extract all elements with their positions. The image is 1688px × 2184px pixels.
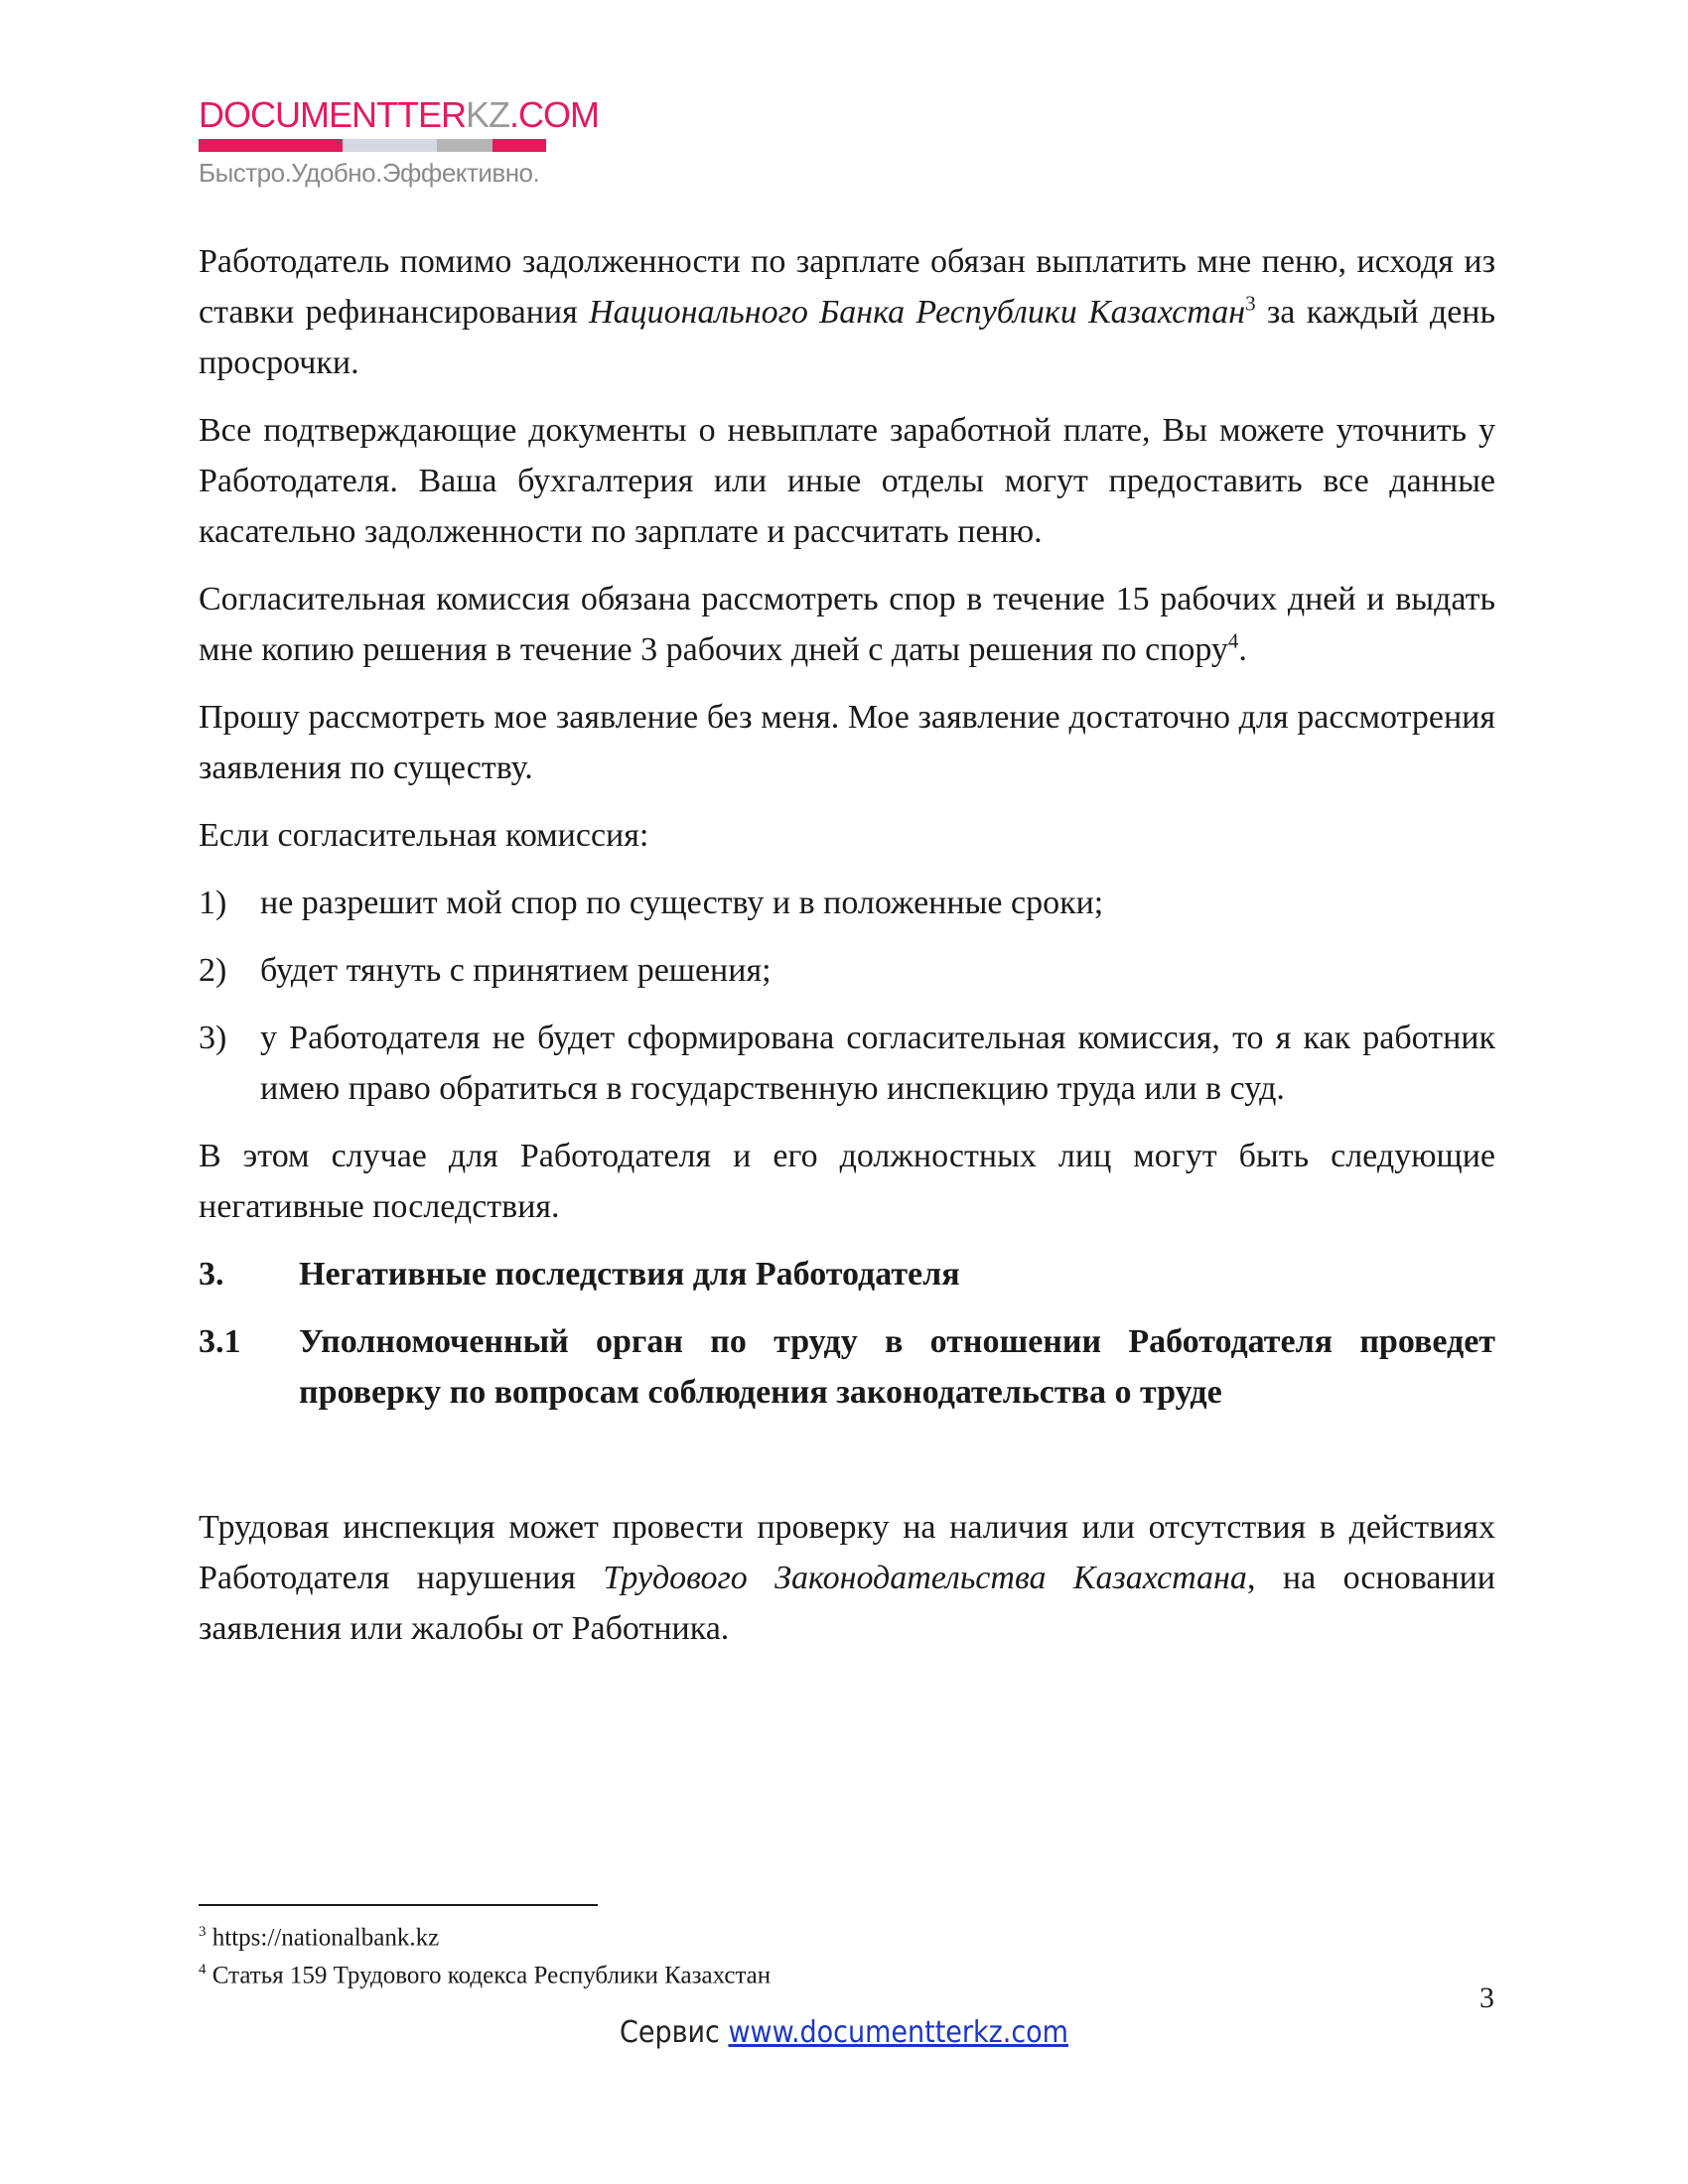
footnote-number: 3	[199, 1924, 207, 1940]
section-number: 3.	[199, 1256, 224, 1293]
footnote-3	[199, 1916, 1192, 1954]
footnote-separator	[199, 1904, 598, 1906]
logo-color-bars	[199, 139, 546, 152]
paragraph-penalty	[199, 236, 1495, 388]
section-number: 3.1	[199, 1323, 241, 1360]
list-number: 3)	[199, 1020, 227, 1056]
footnote-text: https://nationalbank.kz	[206, 1924, 440, 1952]
paragraph-documents: Все подтверждающие документы о невыплате заработной плате, Вы можете уточнить у Работодателя. Ваша бухгалтерия или иные отделы могут предоставить все данные касательно задолженности по зарплате и рассчитать пеню.	[199, 412, 1495, 550]
logo-part-documentter: DOCUMENTTER	[199, 94, 466, 135]
logo-part-com: .COM	[509, 94, 599, 135]
footnote-ref-3[interactable]: 3	[1245, 291, 1256, 316]
section-title: Негативные последствия для Работодателя	[299, 1256, 960, 1293]
text-span: .	[1238, 631, 1247, 668]
list-text: будет тянуть с принятием решения;	[260, 952, 772, 989]
list-item	[199, 945, 1495, 996]
footnotes	[199, 1916, 1192, 1992]
paragraph-request: Прошу рассмотреть мое заявление без меня. Мое заявление достаточно для рассмотрения заявления по существу.	[199, 699, 1495, 786]
paragraph-consequences: В этом случае для Работодателя и его должностных лиц могут быть следующие негативные последствия.	[199, 1138, 1495, 1225]
list-number: 1)	[199, 885, 227, 921]
footnote-text: Статья 159 Трудового кодекса Республики Казахстан	[206, 1962, 772, 1989]
paragraph-if-commission: Если согласительная комиссия:	[199, 817, 649, 854]
text-span: Трудовая инспекция может провести проверку на наличия или отсутствия в действиях Работодателя нарушения	[199, 1509, 1495, 1596]
list-item	[199, 1013, 1495, 1114]
service-link[interactable]: www.documentterkz.com	[728, 2015, 1068, 2050]
text-span: Работодатель помимо задолженности по зарплате обязан выплатить мне пеню, исходя из ставки рефинансирования	[199, 243, 1495, 331]
text-span: , на основании заявления или жалобы от Работника.	[199, 1560, 1495, 1647]
logo-bar	[492, 139, 546, 152]
list-number: 2)	[199, 952, 227, 989]
text-span: Согласительная комиссия обязана рассмотреть спор в течение 15 рабочих дней и выдать мне копию решения в течение 3 рабочих дней с даты решения по спору	[199, 581, 1495, 668]
brand-logo[interactable]	[199, 94, 599, 189]
document-body	[199, 236, 1495, 1671]
italic-span: Трудового Законодательства Казахстана	[603, 1560, 1247, 1596]
spacer	[199, 1434, 1495, 1502]
service-label: Сервис	[620, 2015, 729, 2050]
italic-span: Национального Банка Республики Казахстан	[589, 294, 1246, 331]
logo-bar	[343, 139, 437, 152]
paragraph-inspection	[199, 1502, 1495, 1654]
section-heading-3	[199, 1249, 1495, 1299]
section-heading-3-1	[199, 1316, 1495, 1418]
footnote-number: 4	[199, 1962, 207, 1979]
section-title: Уполномоченный орган по труду в отношении Работодателя проведет проверку по вопросам соблюдения законодательства о труде	[299, 1323, 1495, 1411]
logo-bar	[199, 139, 343, 152]
list-text: у Работодателя не будет сформирована согласительная комиссия, то я как работник имею право обратиться в государственную инспекцию труда или в суд.	[260, 1020, 1495, 1107]
logo-tagline: Быстро.Удобно.Эффективно.	[199, 158, 540, 188]
footnote-4	[199, 1954, 1192, 1991]
logo-part-kz: KZ	[465, 94, 509, 135]
logo-title	[199, 94, 599, 135]
text-span: за каждый день просрочки.	[199, 294, 1495, 381]
page-number: 3	[1479, 1981, 1494, 2014]
logo-bar	[437, 139, 492, 152]
paragraph-commission-deadline	[199, 574, 1495, 675]
list-item	[199, 878, 1495, 928]
footer-service	[0, 2015, 1688, 2050]
list-text: не разрешит мой спор по существу и в положенные сроки;	[260, 885, 1104, 921]
footnote-ref-4[interactable]: 4	[1227, 628, 1239, 653]
